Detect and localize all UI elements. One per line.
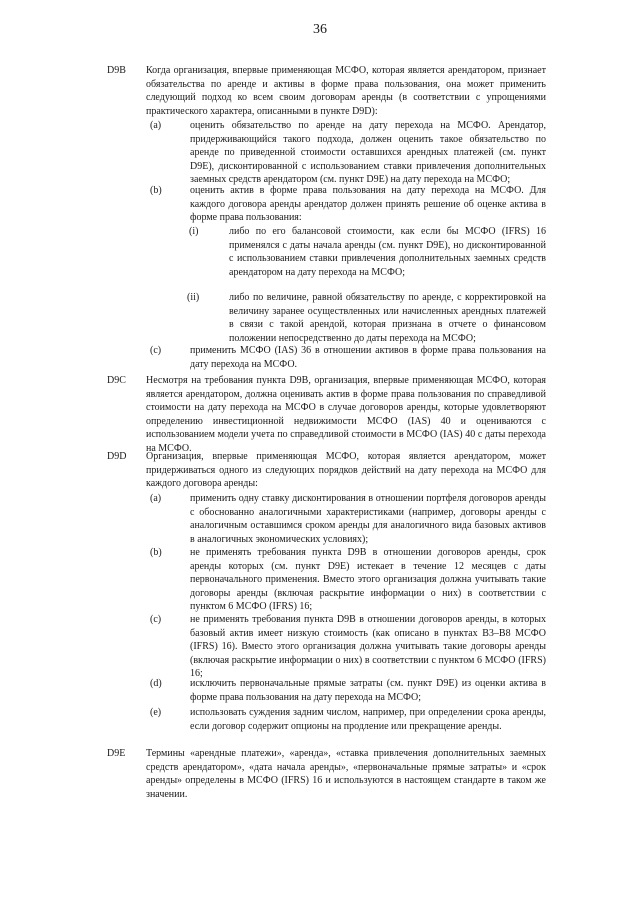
paragraph-id-d9b: D9B <box>107 65 126 76</box>
paragraph-d9d-text: Организация, впервые применяющая МСФО, которая является арендатором, может придерживаться одного из следующих порядков действий на дату перехода на МСФО для каждого договора аренды: <box>146 451 546 490</box>
d9b-subitem-ii-mark: (ii) <box>187 292 200 303</box>
d9b-item-a-mark: (a) <box>150 120 162 131</box>
d9d-item-c-mark: (c) <box>150 614 162 625</box>
d9d-item-b-mark: (b) <box>150 547 162 558</box>
d9b-subitem-i-mark: (i) <box>189 226 199 237</box>
d9d-item-b-text: не применять требования пункта D9B в отношении договоров аренды, срок аренды которых (см. пункт D9E) истекает в течение 12 месяцев с даты первоначального применения. Вместо этого организация должна учитывать такие договоры аренды (включая раскрытие информации о них) в соответствии с пунктом 6 МСФО (IFRS) 16; <box>190 547 546 613</box>
d9d-item-e-text: использовать суждения задним числом, например, при определении срока аренды, если договор содержит опционы на продление или прекращение аренды. <box>190 707 546 732</box>
paragraph-d9c-text: Несмотря на требования пункта D9B, организация, впервые применяющая МСФО, которая является арендатором, должна оценивать актив в форме права пользования по справедливой стоимости на дату перехода на МСФО в случае договоров аренды, которые удовлетворяют определению инвестиционной недвижимости МСФО (IAS) 40 и оцениваются с использованием модели учета по справедливой стоимости в МСФО (IAS) 40 с даты перехода на МСФО. <box>146 375 546 454</box>
d9d-item-e-mark: (e) <box>150 707 162 718</box>
d9d-item-a-mark: (a) <box>150 493 162 504</box>
paragraph-id-d9d: D9D <box>107 451 127 462</box>
d9b-item-c-mark: (c) <box>150 345 162 356</box>
d9d-item-c-text: не применять требования пункта D9B в отношении договоров аренды, в которых базовый актив имеет низкую стоимость (как описано в пунктах B3–B8 МСФО (IFRS) 16). Вместо этого организация должна учитывать такие договоры аренды (включая раскрытие информации о них) в соответствии с пунктом 6 МСФО (IFRS) 16; <box>190 614 546 680</box>
page-number: 36 <box>313 22 327 37</box>
paragraph-d9e-text: Термины «арендные платежи», «аренда», «ставка привлечения дополнительных заемных средств арендатором», «дата начала аренды», «первоначальные прямые затраты» и «срок аренды» определены в МСФО (IFRS) 16 и используются в настоящем стандарте в таком же значении. <box>146 748 546 800</box>
d9b-item-c-text: применить МСФО (IAS) 36 в отношении активов в форме права пользования на дату перехода на МСФО. <box>190 345 546 370</box>
d9b-item-a-text: оценить обязательство по аренде на дату перехода на МСФО. Арендатор, придерживающийся такого подхода, должен оценить такое обязательство по аренде по приведенной стоимости оставшихся арендных платежей (см. пункт D9E), дисконтированной с использованием ставки привлечения дополнительных заемных средств арендатором (см. пункт D9E) на дату перехода на МСФО; <box>190 120 546 186</box>
paragraph-id-d9c: D9C <box>107 375 126 386</box>
d9d-item-d-text: исключить первоначальные прямые затраты (см. пункт D9E) из оценки актива в форме права пользования на дату перехода на МСФО; <box>190 678 546 703</box>
paragraph-d9b-text: Когда организация, впервые применяющая МСФО, которая является арендатором, признает обязательства по аренде и активы в форме права пользования, она может применить следующий подход ко всем своим договорам аренды (в соответствии с упрощениями практического характера, описанными в пункте D9D): <box>146 65 546 117</box>
d9d-item-a-text: применить одну ставку дисконтирования в отношении портфеля договоров аренды с обоснованно аналогичными характеристиками (например, договоры аренды с аналогичным оставшимся сроком аренды для аналогичного вида базовых активов в аналогичных экономических условиях); <box>190 493 546 545</box>
paragraph-id-d9e: D9E <box>107 748 126 759</box>
d9b-item-b-text: оценить актив в форме права пользования на дату перехода на МСФО. Для каждого договора аренды арендатор должен принять решение об оценке актива в форме права пользования: <box>190 185 546 224</box>
d9d-item-d-mark: (d) <box>150 678 162 689</box>
d9b-item-b-mark: (b) <box>150 185 162 196</box>
d9b-subitem-i-text: либо по его балансовой стоимости, как если бы МСФО (IFRS) 16 применялся с даты начала аренды (см. пункт D9E), но дисконтированной с использованием ставки привлечения дополнительных заемных средств арендатором на дату перехода на МСФО; <box>229 226 546 278</box>
d9b-subitem-ii-text: либо по величине, равной обязательству по аренде, с корректировкой на величину заранее осуществленных или начисленных арендных платежей в связи с такой арендой, которая признана в отчете о финансовом положении непосредственно до даты перехода на МСФО; <box>229 292 546 344</box>
